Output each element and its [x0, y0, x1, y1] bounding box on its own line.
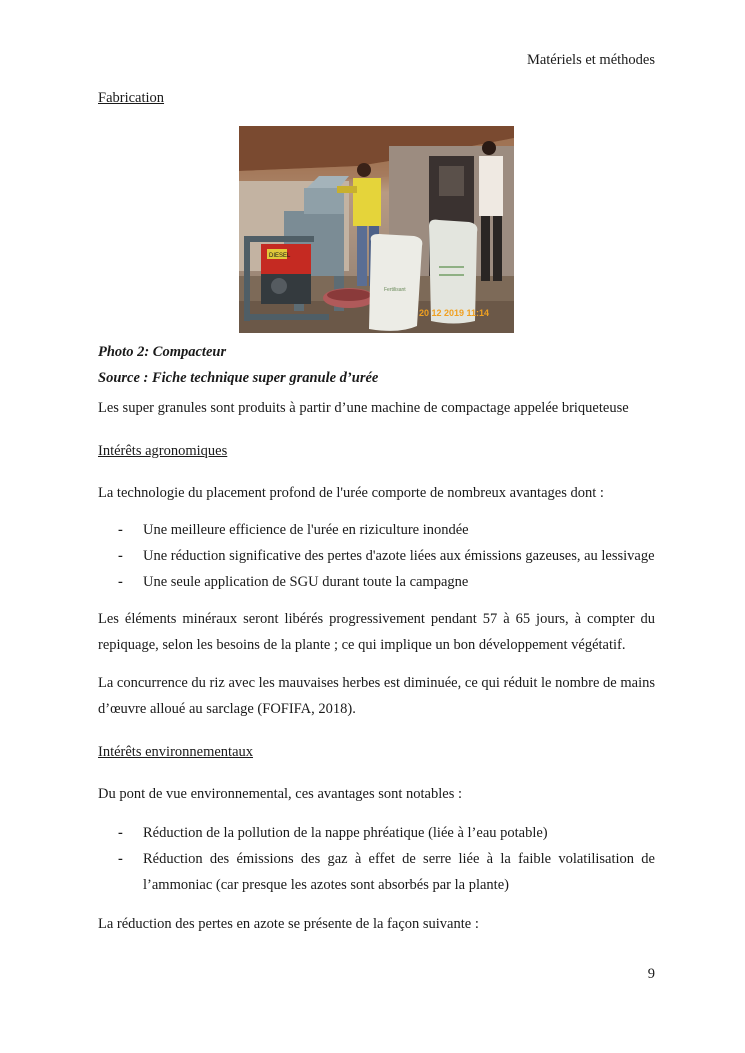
paragraph-briqueteuse: Les super granules sont produits à partir d’une machine de compactage appelée briqueteuse	[98, 400, 629, 416]
list-item: - Réduction des émissions des gaz à effet de serre liée à la faible volatilisation de l’ammoniac (car presque les azotes sont absorbés par la plante)	[98, 846, 655, 898]
section-heading-agronomic: Intérêts agronomiques	[98, 443, 228, 459]
paragraph-advantages-intro: La technologie du placement profond de l'urée comporte de nombreux avantages dont :	[98, 485, 604, 501]
list-item: - Une meilleure efficience de l'urée en riziculture inondée	[98, 517, 655, 543]
page-content	[98, 89, 655, 937]
machine-label: DIESEL	[269, 253, 291, 259]
page-number: 9	[647, 966, 655, 982]
list-item: - Réduction de la pollution de la nappe phréatique (liée à l’eau potable)	[98, 820, 655, 846]
section-heading-fabrication: Fabrication	[98, 90, 165, 106]
photo-container	[98, 126, 655, 333]
photo-source: Source : Fiche technique super granule d’urée	[98, 370, 379, 386]
paragraph-environmental-intro: Du pont de vue environnemental, ces avantages sont notables :	[98, 786, 463, 802]
agronomic-list	[98, 517, 655, 595]
paragraph-mineral-release: Les éléments minéraux seront libérés progressivement pendant 57 à 65 jours, à compter du repiquage, selon les besoins de la plante ; ce qui implique un bon développement végétatif.	[98, 611, 655, 653]
sack-label: Fertilisant	[384, 287, 406, 293]
photo-caption: Photo 2: Compacteur	[98, 344, 227, 360]
running-header: Matériels et méthodes	[526, 52, 655, 68]
section-heading-environmental: Intérêts environnementaux	[98, 744, 254, 760]
compactor-photo	[239, 126, 514, 333]
list-item: - Une seule application de SGU durant toute la campagne	[98, 569, 655, 595]
photo-date-stamp: 20 12 2019 11:14	[419, 308, 490, 318]
list-item: - Une réduction significative des pertes d'azote liées aux émissions gazeuses, au lessivage	[98, 543, 655, 569]
paragraph-weed-competition: La concurrence du riz avec les mauvaises herbes est diminuée, ce qui réduit le nombre de mains d’œuvre alloué au sarclage (FOFIFA, 2018).	[98, 675, 655, 717]
environmental-list	[98, 820, 655, 898]
paragraph-nitrogen-loss: La réduction des pertes en azote se présente de la façon suivante :	[98, 916, 479, 932]
compactor-photo-illustration	[239, 126, 514, 333]
